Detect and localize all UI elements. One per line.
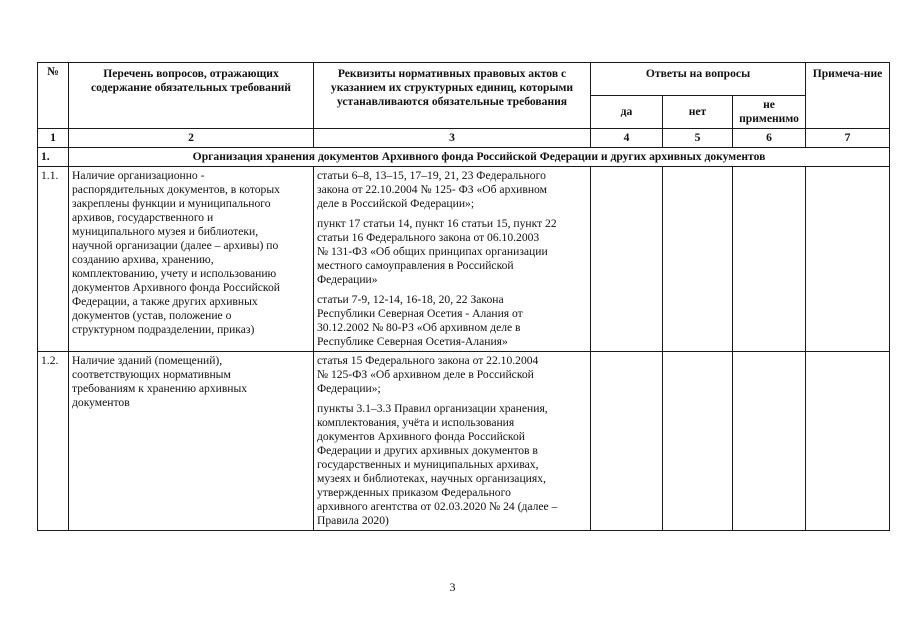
reference-line: статьи 16 Федерального закона от 06.10.2003 xyxy=(317,231,540,244)
question-line: архивов, государственного и xyxy=(72,211,214,224)
question-line: документов Архивного фонда Российской xyxy=(72,281,280,294)
reference-line: утвержденных приказом Федерального xyxy=(317,486,511,499)
answer-not-applicable-cell[interactable] xyxy=(733,352,806,531)
reference-line: 30.12.2002 № 80-РЗ «Об архивном деле в xyxy=(317,321,521,334)
header-note: Примеча-ние xyxy=(806,63,890,129)
reference-line: Республики Северная Осетия - Алания от xyxy=(317,307,523,320)
reference-line: Федерации»; xyxy=(317,382,381,395)
page-number: 3 xyxy=(449,580,456,594)
header-number: № xyxy=(38,63,69,129)
reference-line: статьи 7-9, 12-14, 16-18, 20, 22 Закона xyxy=(317,293,504,306)
table-row xyxy=(38,352,890,531)
question-line: Наличие зданий (помещений), xyxy=(72,354,223,367)
reference-line: пункт 17 статьи 14, пункт 16 статьи 15, пункт 22 xyxy=(317,217,557,230)
column-number: 5 xyxy=(663,129,733,148)
question-line: научной организации (далее – архивы) по xyxy=(72,239,279,252)
question-line: муниципального музея и библиотеки, xyxy=(72,225,259,238)
row-question xyxy=(69,167,314,352)
column-number: 2 xyxy=(69,129,314,148)
table-row xyxy=(38,167,890,352)
header-answers: Ответы на вопросы xyxy=(591,63,806,96)
section-number: 1. xyxy=(38,148,69,167)
question-line: закреплены функции и муниципального xyxy=(72,197,271,210)
header-legal-acts: Реквизиты нормативных правовых актов с указанием их структурных единиц, которыми устанавливаются обязательные требования xyxy=(314,63,591,129)
question-line: требованиям к хранению архивных xyxy=(72,382,248,395)
question-line: Наличие организационно - xyxy=(72,169,205,182)
reference-line: архивного агентства от 02.03.2020 № 24 (далее – xyxy=(317,500,558,513)
legal-reference xyxy=(317,293,587,349)
question-line: документов xyxy=(72,396,130,409)
row-legal-acts xyxy=(314,167,591,352)
answer-yes-cell[interactable] xyxy=(591,167,663,352)
reference-line: закона от 22.10.2004 № 125- ФЗ «Об архивном xyxy=(317,183,547,196)
header-questions: Перечень вопросов, отражающих содержание обязательных требований xyxy=(69,63,314,129)
question-line: Федерации, а также других архивных xyxy=(72,295,258,308)
header-answer-not-applicable: не применимо xyxy=(733,96,806,129)
header-row xyxy=(38,63,890,96)
reference-line: Федерации» xyxy=(317,273,378,286)
reference-line: статья 15 Федерального закона от 22.10.2004 xyxy=(317,354,539,367)
answer-yes-cell[interactable] xyxy=(591,352,663,531)
legal-reference xyxy=(317,169,587,211)
section-row xyxy=(38,148,890,167)
reference-line: Республике Северная Осетия-Алания» xyxy=(317,335,508,348)
legal-reference xyxy=(317,354,587,396)
column-number: 4 xyxy=(591,129,663,148)
reference-line: № 131-ФЗ «Об общих принципах организации xyxy=(317,245,548,258)
reference-line: музеях и библиотеках, научных организациях, xyxy=(317,472,546,485)
answer-no-cell[interactable] xyxy=(663,167,733,352)
row-legal-acts xyxy=(314,352,591,531)
reference-line: местного самоуправления в Российской xyxy=(317,259,514,272)
reference-line: Правила 2020) xyxy=(317,514,389,527)
reference-line: Федерации и других архивных документов в xyxy=(317,444,538,457)
column-number: 1 xyxy=(38,129,69,148)
reference-line: статьи 6–8, 13–15, 17–19, 21, 23 Федерального xyxy=(317,169,546,182)
reference-line: № 125-ФЗ «Об архивном деле в Российской xyxy=(317,368,534,381)
requirements-table xyxy=(37,62,890,531)
question-line: соответствующих нормативным xyxy=(72,368,231,381)
question-line: комплектованию, учету и использованию xyxy=(72,267,277,280)
reference-line: государственных и муниципальных архивах, xyxy=(317,458,539,471)
header-answer-yes: да xyxy=(591,96,663,129)
column-numbers-row xyxy=(38,129,890,148)
reference-line: комплектования, учёта и использования xyxy=(317,416,515,429)
column-number: 3 xyxy=(314,129,591,148)
question-line: документов (устав, положение о xyxy=(72,309,232,322)
note-cell[interactable] xyxy=(806,167,890,352)
reference-line: документов Архивного фонда Российской xyxy=(317,430,525,443)
row-question xyxy=(69,352,314,531)
legal-reference xyxy=(317,402,587,528)
header-answer-no: нет xyxy=(663,96,733,129)
reference-line: пункты 3.1–3.3 Правил организации хранения, xyxy=(317,402,548,415)
question-line: структурном подразделении, приказ) xyxy=(72,323,255,336)
column-number: 7 xyxy=(806,129,890,148)
answer-no-cell[interactable] xyxy=(663,352,733,531)
question-line: распорядительных документов, в которых xyxy=(72,183,280,196)
answer-not-applicable-cell[interactable] xyxy=(733,167,806,352)
legal-reference xyxy=(317,217,587,287)
section-title: Организация хранения документов Архивного фонда Российской Федерации и других архивных документов xyxy=(69,148,890,167)
column-number: 6 xyxy=(733,129,806,148)
row-number: 1.2. xyxy=(38,352,69,531)
note-cell[interactable] xyxy=(806,352,890,531)
question-line: созданию архива, хранению, xyxy=(72,253,214,266)
reference-line: деле в Российской Федерации»; xyxy=(317,197,475,210)
row-number: 1.1. xyxy=(38,167,69,352)
